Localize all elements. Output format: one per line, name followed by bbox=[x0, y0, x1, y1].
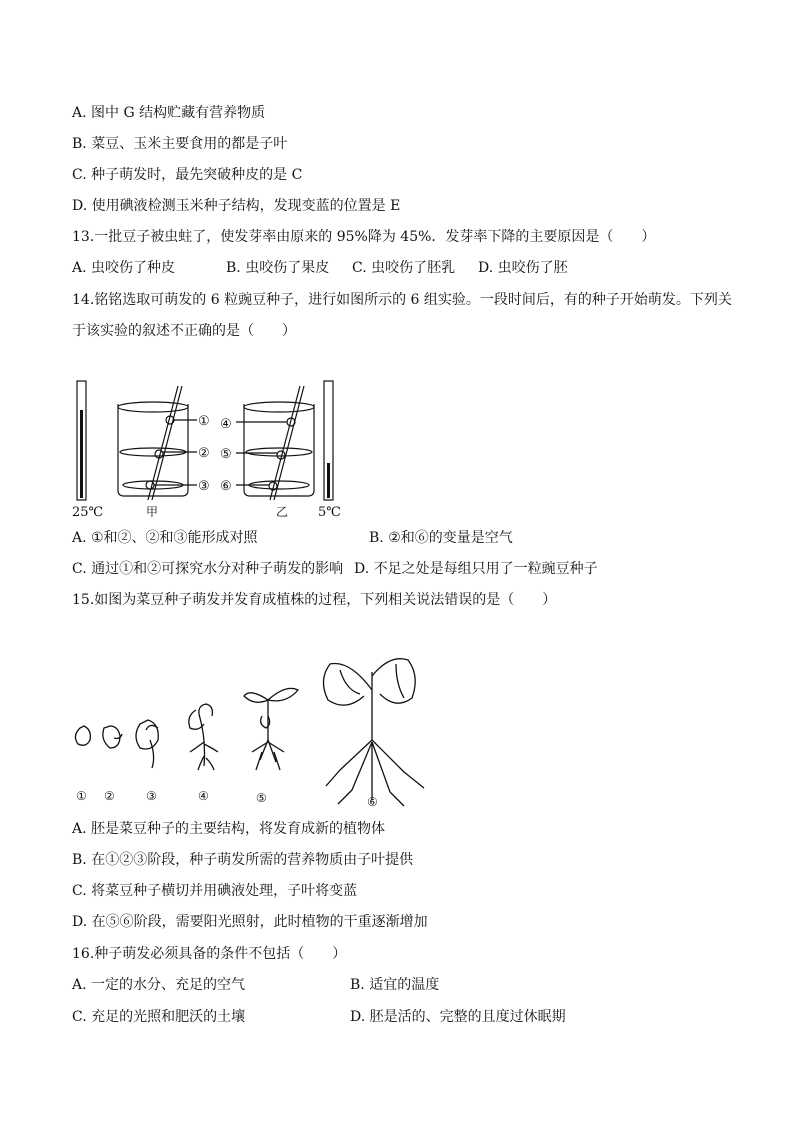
q14-option-d: D. 不足之处是每组只用了一粒豌豆种子 bbox=[354, 561, 598, 577]
q14-stem-line2: 于该实验的叙述不正确的是（ ） bbox=[72, 323, 296, 339]
stage-label-1: ① bbox=[76, 789, 87, 803]
q15-growth-figure bbox=[75, 659, 424, 806]
q16-options-row1 bbox=[72, 976, 722, 994]
q16-option-a: A. 一定的水分、充足的空气 bbox=[72, 977, 246, 993]
q13-option-a: A. 虫咬伤了种皮 bbox=[72, 260, 176, 276]
q15-option-a: A. 胚是菜豆种子的主要结构，将发育成新的植物体 bbox=[72, 821, 386, 837]
stage-4-seedling bbox=[189, 704, 218, 770]
stage-1-seed bbox=[75, 726, 90, 745]
q15-option-d: D. 在⑤⑥阶段，需要阳光照射，此时植物的干重逐渐增加 bbox=[72, 914, 428, 930]
label-circle-3: ③ bbox=[198, 479, 210, 494]
q16-option-b: B. 适宜的温度 bbox=[350, 977, 440, 993]
q12-option-b: B. 菜豆、玉米主要食用的都是子叶 bbox=[72, 136, 288, 152]
q12-option-c: C. 种子萌发时，最先突破种皮的是 C bbox=[72, 167, 303, 183]
q16-stem: 16.种子萌发必须具备的条件不包括（ ） bbox=[72, 946, 347, 962]
label-circle-1: ① bbox=[198, 414, 210, 429]
q13-stem: 13.一批豆子被虫蛀了，使发芽率由原来的 95%降为 45%．发芽率下降的主要原因是（ ） bbox=[72, 229, 656, 245]
stage-label-2: ② bbox=[104, 789, 115, 803]
q14-option-b: B. ②和⑥的变量是空气 bbox=[369, 530, 513, 546]
stage-3-germinating bbox=[136, 720, 158, 768]
q14-options-row1 bbox=[72, 529, 722, 547]
beaker-label-yi: 乙 bbox=[276, 505, 289, 519]
q16-options-row2 bbox=[72, 1008, 722, 1026]
q12-option-a: A. 图中 G 结构贮藏有营养物质 bbox=[72, 105, 266, 121]
q15-option-c: C. 将菜豆种子横切并用碘液处理，子叶将变蓝 bbox=[72, 883, 358, 899]
q12-option-d: D. 使用碘液检测玉米种子结构，发现变蓝的位置是 E bbox=[72, 198, 401, 214]
q13-option-b: B. 虫咬伤了果皮 bbox=[226, 260, 330, 276]
stage-label-4: ④ bbox=[198, 789, 209, 803]
q16-option-d: D. 胚是活的、完整的且度过休眠期 bbox=[350, 1009, 566, 1025]
q14-options-row2 bbox=[72, 560, 722, 578]
label-circle-5: ⑤ bbox=[220, 447, 232, 462]
q14-option-a: A. ①和②、②和③能形成对照 bbox=[72, 530, 258, 546]
stage-6-mature-plant bbox=[323, 659, 424, 806]
q15-stem: 15.如图为菜豆种子萌发并发育成植株的过程，下列相关说法错误的是（ ） bbox=[72, 592, 557, 608]
label-circle-6: ⑥ bbox=[220, 479, 232, 494]
temp-label-right: 5℃ bbox=[318, 505, 341, 520]
stage-5-young-plant bbox=[244, 688, 298, 770]
label-circle-2: ② bbox=[198, 446, 210, 461]
label-circle-4: ④ bbox=[220, 417, 232, 432]
stage-label-3: ③ bbox=[146, 789, 157, 803]
q15-option-b: B. 在①②③阶段，种子萌发所需的营养物质由子叶提供 bbox=[72, 852, 414, 868]
beaker-yi bbox=[236, 386, 314, 500]
beaker-jia bbox=[118, 386, 197, 500]
q13-option-c: C. 虫咬伤了胚乳 bbox=[352, 260, 456, 276]
stage-2-seed bbox=[103, 726, 122, 748]
q13-option-d: D. 虫咬伤了胚 bbox=[478, 260, 568, 276]
q14-option-c: C. 通过①和②可探究水分对种子萌发的影响 bbox=[72, 561, 344, 577]
temp-label-left: 25℃ bbox=[72, 505, 104, 520]
q16-option-c: C. 充足的光照和肥沃的土壤 bbox=[72, 1009, 246, 1025]
stage-label-6: ⑥ bbox=[367, 795, 378, 809]
q14-stem-line1: 14.铭铭选取可萌发的 6 粒豌豆种子，进行如图所示的 6 组实验。一段时间后，有的种子开始萌发。下列关 bbox=[72, 292, 732, 308]
beaker-label-jia: 甲 bbox=[146, 505, 159, 519]
stage-label-5: ⑤ bbox=[256, 791, 267, 805]
